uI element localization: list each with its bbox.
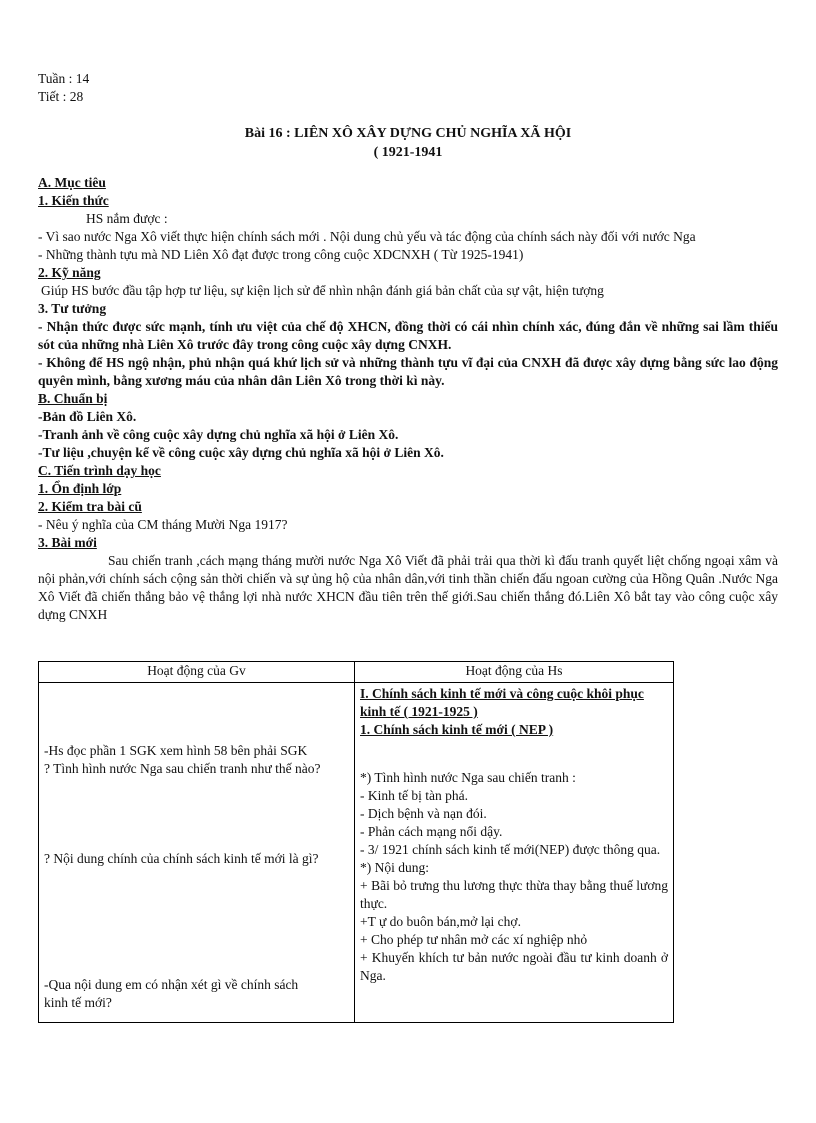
teacher-column-header: Hoạt động của Gv [39, 662, 355, 683]
review-question: - Nêu ý nghĩa của CM tháng Mười Nga 1917? [38, 517, 288, 532]
hs-point-8: +T ự do buôn bán,mở lại chợ. [360, 914, 521, 929]
step-3-heading: 3. Bài mới [38, 535, 97, 550]
hs-point-6: *) Nội dung: [360, 860, 429, 875]
hs-point-1: *) Tình hình nước Nga sau chiến tranh : [360, 770, 576, 785]
knowledge-item-1: - Vì sao nước Nga Xô viết thực hiện chính sách mới . Nội dung chủ yếu và tác động của chính sách này đối với nước Nga [38, 229, 696, 244]
hs-point-2: - Kinh tế bị tàn phá. [360, 788, 468, 803]
knowledge-item-2: - Những thành tựu mà ND Liên Xô đạt được trong công cuộc XDCNXH ( Từ 1925-1941) [38, 247, 524, 262]
teacher-activities-cell [39, 683, 355, 1023]
hs-point-7: + Bãi bỏ trưng thu lương thực thừa thay bằng thuế lương thực. [360, 878, 668, 911]
week-label: Tuần : 14 [38, 71, 90, 86]
prep-item-2: -Tranh ảnh về công cuộc xây dựng chủ nghĩa xã hội ở Liên Xô. [38, 427, 399, 442]
teacher-question-3b: kinh tế mới? [44, 995, 112, 1010]
attitude-item-2: - Không để HS ngộ nhận, phủ nhận quá khứ lịch sử và những thành tựu vĩ đại của CNXH đã được xây dựng bằng sức lao động quyên mình, bằng xương máu của nhân dân Liên Xô trong thời kì này. [38, 355, 778, 388]
hs-point-10: + Khuyến khích tư bản nước ngoài đầu tư kinh doanh ở Nga. [360, 950, 668, 983]
activity-table [38, 661, 674, 1023]
hs-nam-duoc: HS nắm được : [86, 211, 168, 226]
step-1-heading: 1. Ổn định lớp [38, 481, 122, 496]
section-b-heading: B. Chuẩn bị [38, 391, 108, 406]
prep-item-1: -Bản đồ Liên Xô. [38, 409, 137, 424]
knowledge-heading: 1. Kiến thức [38, 193, 109, 208]
student-column-header: Hoạt động của Hs [355, 662, 674, 683]
step-2-heading: 2. Kiểm tra bài cũ [38, 499, 142, 514]
table-header-row [39, 662, 674, 683]
lesson-title: Bài 16 : LIÊN XÔ XÂY DỰNG CHỦ NGHĨA XÃ HỘI [244, 126, 572, 141]
teacher-question-2: ? Nội dung chính của chính sách kinh tế mới là gì? [44, 851, 319, 866]
teacher-question-1a: -Hs đọc phần 1 SGK xem hình 58 bên phải SGK [44, 743, 308, 758]
attitude-item-1: - Nhận thức được sức mạnh, tính ưu việt của chế độ XHCN, đồng thời có cái nhìn chính xác, đúng đắn về những sai lầm thiếu sót của những nhà Liên Xô trước đây trong công cuộc xây dựng CNXH. [38, 319, 778, 352]
student-activities-cell [355, 683, 674, 1023]
section-a-heading: A. Mục tiêu [38, 175, 106, 190]
hs-point-9: + Cho phép tư nhân mở các xí nghiệp nhỏ [360, 932, 588, 947]
part-i-heading: I. Chính sách kinh tế mới và công cuộc khôi phục kinh tế ( 1921-1925 ) [360, 686, 644, 719]
attitude-heading: 3. Tư tưởng [38, 301, 107, 316]
period-label: Tiết : 28 [38, 89, 84, 104]
table-row [39, 683, 674, 1023]
teacher-question-3a: -Qua nội dung em có nhận xét gì về chính sách [44, 977, 299, 992]
skills-heading: 2. Kỹ năng [38, 265, 101, 280]
teacher-question-1b: ? Tình hình nước Nga sau chiến tranh như thế nào? [44, 761, 321, 776]
intro-paragraph: Sau chiến tranh ,cách mạng tháng mười nước Nga Xô Viết đã phải trải qua thời kì đấu tranh quyết liệt chống ngoại xâm và nội phản,với chính sách cộng sản thời chiến và sự ủng hộ của nhân dân,với tinh thần chiến đấu ngoan cường của Hồng Quân .Nước Nga Xô Viết đã chiến thắng bảo vệ thắng lợi nhà nước XHCN đầu tiên trên thế giới.Sau chiến thắng đó.Liên Xô bắt tay vào công cuộc xây dựng CNXH [38, 553, 778, 622]
hs-point-4: - Phản cách mạng nổi dậy. [360, 824, 503, 839]
hs-point-3: - Dịch bệnh và nạn đói. [360, 806, 487, 821]
skills-item: Giúp HS bước đầu tập hợp tư liệu, sự kiện lịch sử để nhìn nhận đánh giá bản chất của sự vật, hiện tượng [41, 283, 604, 298]
section-c-heading: C. Tiến trình dạy học [38, 463, 161, 478]
prep-item-3: -Tư liệu ,chuyện kể về công cuộc xây dựng chủ nghĩa xã hội ở Liên Xô. [38, 445, 444, 460]
document-page [38, 70, 778, 624]
lesson-years: ( 1921-1941 [373, 145, 443, 160]
nep-heading: 1. Chính sách kinh tế mới ( NEP ) [360, 722, 554, 737]
hs-point-5: - 3/ 1921 chính sách kinh tế mới(NEP) được thông qua. [360, 842, 661, 857]
